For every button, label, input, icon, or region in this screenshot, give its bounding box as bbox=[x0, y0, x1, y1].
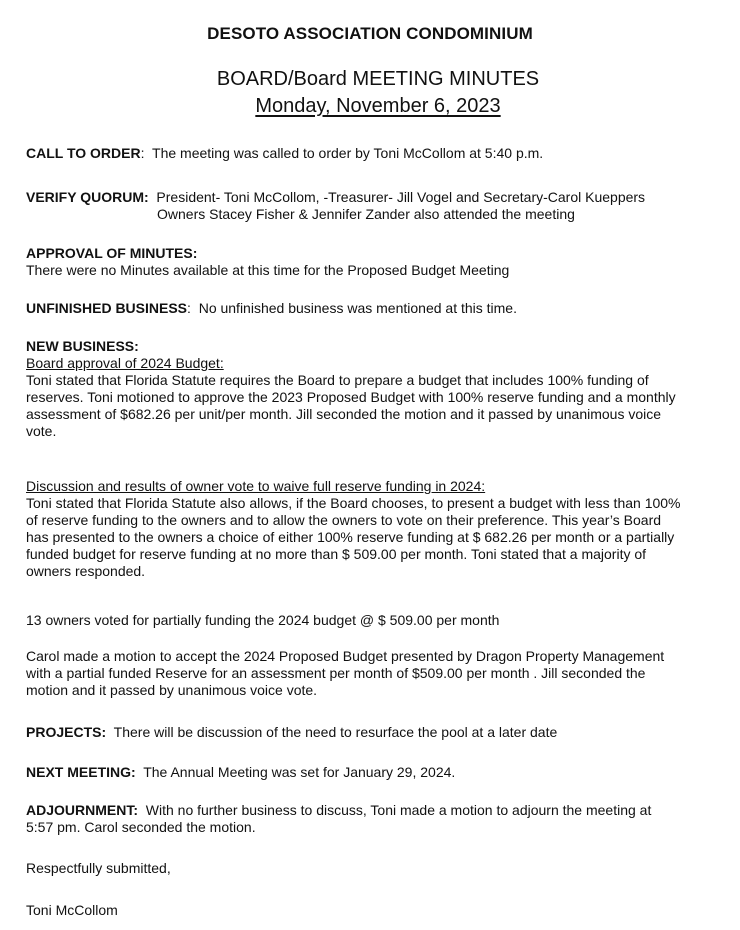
budget-line: assessment of $682.26 per unit/per month. Jill seconded the motion and it passed by unanimous voice bbox=[26, 406, 662, 422]
adjournment-line2: 5:57 pm. Carol seconded the motion. bbox=[26, 819, 256, 835]
budget-line: vote. bbox=[26, 423, 57, 439]
reserve-vote-heading: Discussion and results of owner vote to waive full reserve funding in 2024: bbox=[26, 478, 486, 494]
unfinished-business-section: UNFINISHED BUSINESS: No unfinished business was mentioned at this time. bbox=[26, 300, 517, 316]
vote-line: Toni stated that Florida Statute also allows, if the Board chooses, to present a budget with less than 100% bbox=[26, 495, 681, 511]
budget-line: reserves. Toni motioned to approve the 2023 Proposed Budget with 100% reserve funding and a monthly bbox=[26, 389, 676, 405]
verify-quorum-section bbox=[26, 189, 726, 223]
call-to-order-section: CALL TO ORDER: The meeting was called to order by Toni McCollom at 5:40 p.m. bbox=[26, 145, 544, 161]
verify-quorum-label: VERIFY QUORUM: bbox=[26, 189, 149, 205]
adjournment-section bbox=[26, 802, 726, 836]
reserve-vote-paragraph bbox=[26, 495, 726, 580]
approval-of-minutes-text: There were no Minutes available at this time for the Proposed Budget Meeting bbox=[26, 262, 510, 278]
approval-of-minutes-section bbox=[26, 245, 726, 279]
unfinished-business-text: No unfinished business was mentioned at this time. bbox=[198, 300, 517, 316]
vote-line: of reserve funding to the owners and to allow the owners to vote on their preference. This year’s Board bbox=[26, 512, 662, 528]
meeting-date-text: Monday, November 6, 2023 bbox=[255, 95, 501, 117]
adjournment-line1: With no further business to discuss, Toni made a motion to adjourn the meeting at bbox=[145, 802, 652, 818]
next-meeting-label: NEXT MEETING: bbox=[26, 764, 136, 780]
closing-salutation: Respectfully submitted, bbox=[26, 860, 171, 876]
budget-approval-heading: Board approval of 2024 Budget: bbox=[26, 355, 224, 371]
vote-result: 13 owners voted for partially funding the 2024 budget @ $ 509.00 per month bbox=[26, 612, 500, 628]
projects-label: PROJECTS: bbox=[26, 724, 107, 740]
unfinished-business-label: UNFINISHED BUSINESS bbox=[26, 300, 188, 316]
reserve-vote-section bbox=[26, 478, 726, 580]
projects-text: There will be discussion of the need to resurface the pool at a later date bbox=[113, 724, 558, 740]
call-to-order-text: The meeting was called to order by Toni McCollom at 5:40 p.m. bbox=[152, 145, 544, 161]
next-meeting-text: The Annual Meeting was set for January 29, 2024. bbox=[143, 764, 456, 780]
vote-line: has presented to the owners a choice of either 100% reserve funding at $ 682.26 per month or a partially bbox=[26, 529, 675, 545]
vote-line: owners responded. bbox=[26, 563, 146, 579]
verify-quorum-line1: President- Toni McCollom, -Treasurer- Jill Vogel and Secretary-Carol Kueppers bbox=[156, 189, 646, 205]
adjournment-label: ADJOURNMENT: bbox=[26, 802, 138, 818]
budget-motion-paragraph bbox=[26, 648, 726, 699]
new-business-label: NEW BUSINESS: bbox=[26, 338, 139, 354]
meeting-date bbox=[0, 95, 740, 118]
org-title: DESOTO ASSOCIATION CONDOMINIUM bbox=[207, 24, 533, 43]
vote-line: funded budget for reserve funding at no more than $ 509.00 per month. Toni stated that a majority of bbox=[26, 546, 647, 562]
next-meeting-section bbox=[26, 764, 726, 781]
budget-line: Toni stated that Florida Statute requires the Board to prepare a budget that includes 100% funding of bbox=[26, 372, 649, 388]
new-business-section bbox=[26, 338, 726, 440]
motion-line: with a partial funded Reserve for an assessment per month of $509.00 per month . Jill seconded the bbox=[26, 665, 646, 681]
verify-quorum-line2: Owners Stacey Fisher & Jennifer Zander also attended the meeting bbox=[157, 206, 575, 222]
approval-of-minutes-label: APPROVAL OF MINUTES: bbox=[26, 245, 198, 261]
budget-approval-paragraph bbox=[26, 372, 726, 440]
call-to-order-label: CALL TO ORDER bbox=[26, 145, 141, 161]
meeting-title: BOARD/Board MEETING MINUTES bbox=[216, 68, 540, 90]
signer-name: Toni McCollom bbox=[26, 902, 118, 918]
motion-line: Carol made a motion to accept the 2024 Proposed Budget presented by Dragon Property Management bbox=[26, 648, 665, 664]
motion-line: motion and it passed by unanimous voice vote. bbox=[26, 682, 318, 698]
projects-section bbox=[26, 724, 726, 741]
